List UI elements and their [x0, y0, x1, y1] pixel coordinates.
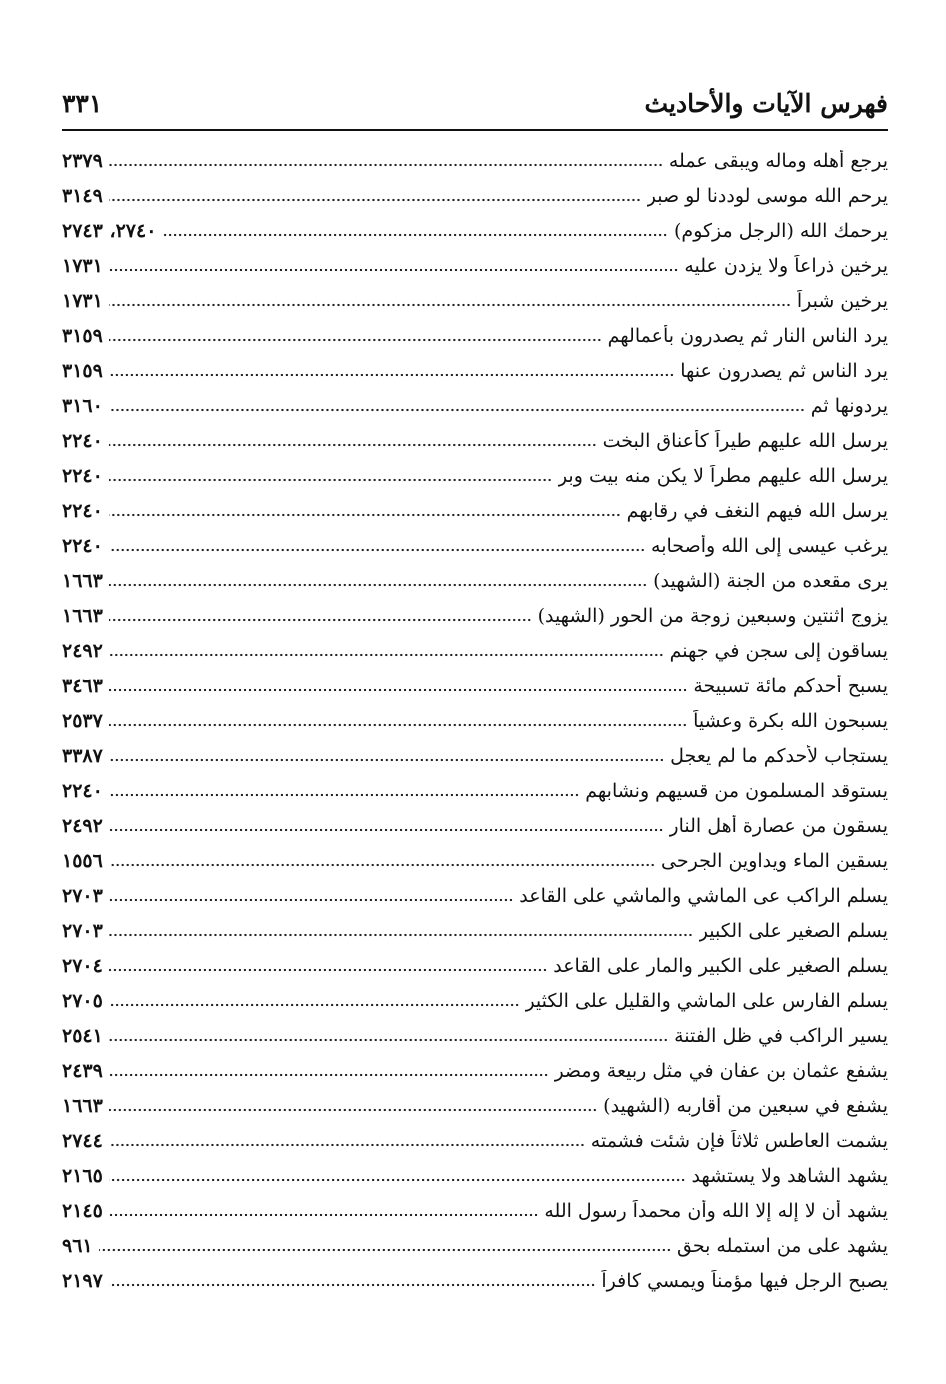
index-entry: [62, 318, 888, 353]
entry-text: يرد الناس النار ثم يصدرون بأعمالهم: [607, 324, 888, 347]
dot-leader: [109, 441, 597, 449]
entry-reference-number: ٢٤٩٢: [62, 639, 103, 662]
entry-reference-number: ٢١٦٥: [62, 1164, 103, 1187]
entry-reference-number: ٣١٥٩: [62, 324, 103, 347]
index-entry: [62, 493, 888, 528]
entry-reference-number: ٢٢٤٠: [62, 499, 103, 522]
entry-reference-number: ١٦٦٣: [62, 1094, 103, 1117]
entry-reference-number: ٢٢٤٠: [62, 464, 103, 487]
entry-reference-number: ١٧٣١: [62, 254, 103, 277]
index-entry: [62, 1158, 888, 1193]
entry-text: يشهد أن لا إله إلا الله وأن محمداً رسول الله: [544, 1199, 888, 1222]
index-entry: [62, 283, 888, 318]
dot-leader: [109, 1281, 596, 1289]
entry-text: يسقين الماء ويداوين الجرحى: [661, 849, 888, 872]
entry-reference-number: ٣٤٦٣: [62, 674, 103, 697]
entry-text: يستجاب لأحدكم ما لم يعجل: [670, 744, 888, 767]
entry-text: يسقون من عصارة أهل النار: [669, 814, 888, 837]
entry-reference-number: ٣١٥٩: [62, 359, 103, 382]
entry-text: يرحمك الله (الرجل مزكوم): [674, 219, 888, 242]
entry-text: يصبح الرجل فيها مؤمناً ويمسي كافراً: [601, 1269, 888, 1292]
page-header: [62, 80, 888, 126]
entry-text: يرد الناس ثم يصدرون عنها: [680, 359, 888, 382]
index-entry: [62, 1263, 888, 1298]
entry-reference-number: ٢٤٩٢: [62, 814, 103, 837]
index-entry: [62, 458, 888, 493]
entry-reference-number: ٢٧٤٤: [62, 1129, 103, 1152]
index-entry: [62, 423, 888, 458]
index-entry: [62, 598, 888, 633]
entry-text: يسير الراكب في ظل الفتنة: [674, 1024, 888, 1047]
dot-leader: [109, 511, 621, 519]
entry-text: يساقون إلى سجن في جهنم: [669, 639, 888, 662]
dot-leader: [109, 1106, 597, 1114]
dot-leader: [109, 1071, 549, 1079]
entry-reference-number: ٩٦١: [62, 1234, 93, 1257]
entry-text: يرجع أهله وماله ويبقى عمله: [668, 149, 888, 172]
entry-text: يسبحون الله بكرة وعشياً: [693, 709, 888, 732]
index-entry: [62, 1053, 888, 1088]
page-number: ٣٣١: [62, 88, 103, 118]
entry-text: يرسل الله عليهم مطراً لا يكن منه بيت وبر: [557, 464, 888, 487]
entry-reference-number: ٢١٩٧: [62, 1269, 103, 1292]
entry-text: يشفع عثمان بن عفان في مثل ربيعة ومضر: [554, 1059, 888, 1082]
index-entry: [62, 808, 888, 843]
index-entry: [62, 388, 888, 423]
index-entry: [62, 738, 888, 773]
entry-text: يسلم الصغير على الكبير: [698, 919, 888, 942]
index-entry: [62, 668, 888, 703]
entry-reference-number: ٢٧٠٥: [62, 989, 103, 1012]
entry-reference-number: ٣٣٨٧: [62, 744, 103, 767]
dot-leader: [109, 546, 645, 554]
entry-text: يشهد على من استمله بحق: [676, 1234, 888, 1257]
dot-leader: [109, 861, 655, 869]
entry-text: يردونها ثم: [810, 394, 888, 417]
index-entry: [62, 1228, 888, 1263]
entry-reference-number: ٢٢٤٠: [62, 779, 103, 802]
header-divider: [62, 129, 888, 131]
dot-leader: [109, 616, 532, 624]
dot-leader: [109, 1141, 585, 1149]
dot-leader: [109, 756, 664, 764]
dot-leader: [99, 1246, 671, 1254]
entry-reference-number: ١٧٣١: [62, 289, 103, 312]
dot-leader: [109, 336, 602, 344]
entry-reference-number: ٢٣٧٩: [62, 149, 103, 172]
entry-reference-number: ٢٧٠٣: [62, 919, 103, 942]
index-entry: [62, 1123, 888, 1158]
entry-text: يشفع في سبعين من أقاربه (الشهيد): [603, 1094, 888, 1117]
entry-text: يزوج اثنتين وسبعين زوجة من الحور (الشهيد): [537, 604, 888, 627]
dot-leader: [109, 931, 693, 939]
dot-leader: [109, 1001, 520, 1009]
entry-reference-number: ٢٧٤٠، ٢٧٤٣: [62, 219, 157, 242]
entry-reference-number: ٢٧٠٤: [62, 954, 103, 977]
index-entry: [62, 1193, 888, 1228]
entry-text: يسلم الصغير على الكبير والمار على القاعد: [553, 954, 888, 977]
index-entry: [62, 843, 888, 878]
index-entry: [62, 983, 888, 1018]
entry-reference-number: ٣١٤٩: [62, 184, 103, 207]
index-entry: [62, 528, 888, 563]
dot-leader: [109, 196, 641, 204]
index-entry: [62, 178, 888, 213]
entry-reference-number: ٢٢٤٠: [62, 534, 103, 557]
entry-text: يرحم الله موسى لوددنا لو صبر: [646, 184, 888, 207]
dot-leader: [162, 231, 668, 239]
dot-leader: [109, 371, 674, 379]
entry-reference-number: ٢٥٤١: [62, 1024, 103, 1047]
dot-leader: [109, 966, 547, 974]
index-entry: [62, 213, 888, 248]
entry-text: يرسل الله فيهم النغف في رقابهم: [626, 499, 888, 522]
entry-text: يرخين شبراً: [796, 289, 888, 312]
entry-reference-number: ٢٤٣٩: [62, 1059, 103, 1082]
entry-text: يسلم الراكب عى الماشي والماشي على القاعد: [519, 884, 888, 907]
entry-text: يرى مقعده من الجنة (الشهيد): [653, 569, 888, 592]
entry-reference-number: ٢٧٠٣: [62, 884, 103, 907]
dot-leader: [109, 1211, 539, 1219]
dot-leader: [109, 896, 513, 904]
dot-leader: [109, 791, 579, 799]
entry-reference-number: ١٦٦٣: [62, 604, 103, 627]
index-entries-list: [62, 143, 888, 1333]
entry-text: يرسل الله عليهم طيراً كأعناق البخت: [602, 429, 888, 452]
dot-leader: [109, 406, 805, 414]
index-entry: [62, 913, 888, 948]
dot-leader: [109, 301, 791, 309]
entry-text: يشهد الشاهد ولا يستشهد: [691, 1164, 888, 1187]
entry-text: يرخين ذراعاً ولا يزدن عليه: [684, 254, 888, 277]
dot-leader: [109, 581, 647, 589]
dot-leader: [109, 161, 663, 169]
entry-reference-number: ٢٢٤٠: [62, 429, 103, 452]
entry-reference-number: ١٥٥٦: [62, 849, 103, 872]
dot-leader: [109, 1036, 668, 1044]
dot-leader: [109, 826, 664, 834]
dot-leader: [109, 721, 687, 729]
index-entry: [62, 633, 888, 668]
dot-leader: [109, 266, 679, 274]
page-title: فهرس الآيات والأحاديث: [644, 88, 888, 118]
entry-reference-number: ١٦٦٣: [62, 569, 103, 592]
entry-reference-number: ٣١٦٠: [62, 394, 103, 417]
index-entry: [62, 1018, 888, 1053]
index-entry: [62, 948, 888, 983]
index-entry: [62, 353, 888, 388]
entry-text: يسبح أحدكم مائة تسبيحة: [693, 674, 888, 697]
entry-text: يشمت العاطس ثلاثاً فإن شئت فشمته: [590, 1129, 888, 1152]
entry-reference-number: ٢٥٣٧: [62, 709, 103, 732]
index-entry: [62, 563, 888, 598]
index-entry: [62, 878, 888, 913]
entry-reference-number: ٢١٤٥: [62, 1199, 103, 1222]
index-entry: [62, 143, 888, 178]
index-entry: [62, 248, 888, 283]
dot-leader: [109, 686, 688, 694]
index-entry: [62, 773, 888, 808]
dot-leader: [109, 651, 664, 659]
index-entry: [62, 703, 888, 738]
index-entry: [62, 1088, 888, 1123]
entry-text: يرغب عيسى إلى الله وأصحابه: [651, 534, 888, 557]
entry-text: يستوقد المسلمون من قسيهم ونشابهم: [585, 779, 888, 802]
dot-leader: [109, 1176, 686, 1184]
entry-text: يسلم الفارس على الماشي والقليل على الكثير: [525, 989, 888, 1012]
dot-leader: [109, 476, 552, 484]
